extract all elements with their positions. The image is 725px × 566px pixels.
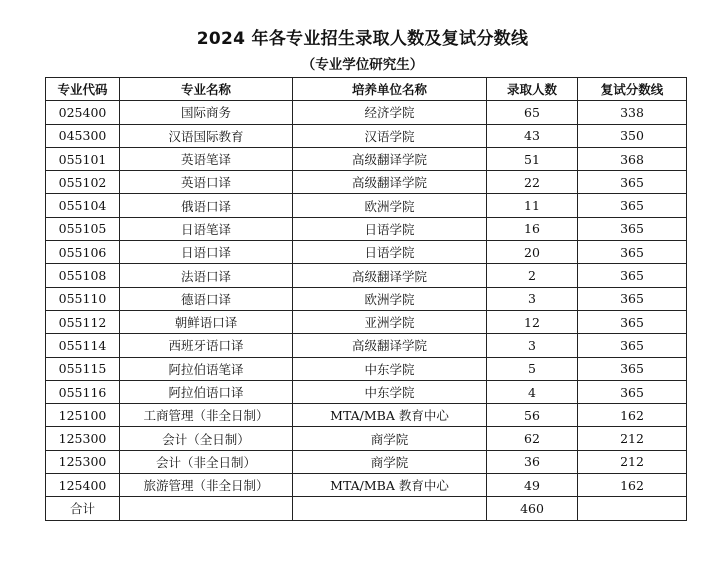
cell-retest-score-line: 350 — [578, 124, 687, 147]
cell-training-unit: 亚洲学院 — [293, 310, 487, 333]
cell-major-name: 英语笔译 — [120, 147, 293, 170]
cell-major-code: 055104 — [46, 194, 120, 217]
cell-major-code: 125400 — [46, 474, 120, 497]
cell-major-code: 055112 — [46, 310, 120, 333]
cell-retest-score-line: 338 — [578, 101, 687, 124]
cell-admitted-count: 51 — [487, 147, 578, 170]
header-admitted-count: 录取人数 — [487, 78, 578, 101]
cell-major-code: 055101 — [46, 147, 120, 170]
cell-admitted-count: 16 — [487, 217, 578, 240]
cell-training-unit: 欧洲学院 — [293, 194, 487, 217]
table-row — [46, 194, 687, 217]
cell-major-code: 125300 — [46, 427, 120, 450]
table-row — [46, 147, 687, 170]
cell-training-unit: 商学院 — [293, 427, 487, 450]
cell-major-name: 日语口译 — [120, 241, 293, 264]
cell-training-unit: 高级翻译学院 — [293, 171, 487, 194]
cell-major-code: 055115 — [46, 357, 120, 380]
cell-retest-score-line: 365 — [578, 310, 687, 333]
cell-retest-score-line: 365 — [578, 217, 687, 240]
cell-admitted-count: 20 — [487, 241, 578, 264]
cell-major-code: 125300 — [46, 450, 120, 473]
cell-training-unit: 高级翻译学院 — [293, 334, 487, 357]
table-row — [46, 474, 687, 497]
page-title: 2024 年各专业招生录取人数及复试分数线 — [196, 29, 529, 49]
total-empty-cell — [293, 497, 487, 520]
table-row — [46, 241, 687, 264]
cell-major-name: 英语口译 — [120, 171, 293, 194]
table-row — [46, 310, 687, 333]
cell-admitted-count: 56 — [487, 404, 578, 427]
cell-admitted-count: 49 — [487, 474, 578, 497]
table-row — [46, 171, 687, 194]
cell-training-unit: MTA/MBA 教育中心 — [293, 474, 487, 497]
cell-training-unit: 商学院 — [293, 450, 487, 473]
cell-training-unit: 日语学院 — [293, 217, 487, 240]
cell-major-code: 055105 — [46, 217, 120, 240]
cell-major-code: 055102 — [46, 171, 120, 194]
cell-major-name: 旅游管理（非全日制） — [120, 474, 293, 497]
cell-major-name: 汉语国际教育 — [120, 124, 293, 147]
table-row — [46, 357, 687, 380]
cell-admitted-count: 62 — [487, 427, 578, 450]
header-training-unit: 培养单位名称 — [293, 78, 487, 101]
header-major-code: 专业代码 — [46, 78, 120, 101]
cell-training-unit: 中东学院 — [293, 380, 487, 403]
table-total-row — [46, 497, 687, 520]
cell-admitted-count: 3 — [487, 334, 578, 357]
table-row — [46, 287, 687, 310]
cell-major-code: 055106 — [46, 241, 120, 264]
cell-major-name: 俄语口译 — [120, 194, 293, 217]
cell-admitted-count: 36 — [487, 450, 578, 473]
cell-major-name: 会计（非全日制） — [120, 450, 293, 473]
cell-retest-score-line: 162 — [578, 404, 687, 427]
cell-major-name: 国际商务 — [120, 101, 293, 124]
cell-major-name: 德语口译 — [120, 287, 293, 310]
cell-retest-score-line: 365 — [578, 334, 687, 357]
cell-retest-score-line: 212 — [578, 450, 687, 473]
cell-admitted-count: 43 — [487, 124, 578, 147]
page-subtitle: （专业学位研究生） — [301, 57, 424, 73]
cell-major-name: 阿拉伯语口译 — [120, 380, 293, 403]
table-row — [46, 217, 687, 240]
cell-training-unit: 高级翻译学院 — [293, 147, 487, 170]
cell-major-name: 工商管理（非全日制） — [120, 404, 293, 427]
cell-training-unit: 经济学院 — [293, 101, 487, 124]
total-admitted-count: 460 — [487, 497, 578, 520]
cell-retest-score-line: 365 — [578, 357, 687, 380]
total-empty-cell — [578, 497, 687, 520]
cell-retest-score-line: 365 — [578, 194, 687, 217]
cell-major-name: 阿拉伯语笔译 — [120, 357, 293, 380]
cell-retest-score-line: 368 — [578, 147, 687, 170]
total-empty-cell — [120, 497, 293, 520]
cell-admitted-count: 2 — [487, 264, 578, 287]
total-label: 合计 — [46, 497, 120, 520]
cell-major-code: 055108 — [46, 264, 120, 287]
cell-admitted-count: 3 — [487, 287, 578, 310]
cell-training-unit: 高级翻译学院 — [293, 264, 487, 287]
table-row — [46, 427, 687, 450]
cell-retest-score-line: 365 — [578, 171, 687, 194]
table-row — [46, 404, 687, 427]
cell-training-unit: 中东学院 — [293, 357, 487, 380]
cell-major-name: 会计（全日制） — [120, 427, 293, 450]
table-row — [46, 101, 687, 124]
cell-admitted-count: 11 — [487, 194, 578, 217]
admission-score-table — [45, 77, 687, 521]
header-major-name: 专业名称 — [120, 78, 293, 101]
table-row — [46, 380, 687, 403]
cell-admitted-count: 4 — [487, 380, 578, 403]
cell-major-code: 055114 — [46, 334, 120, 357]
cell-retest-score-line: 162 — [578, 474, 687, 497]
cell-major-code: 125100 — [46, 404, 120, 427]
cell-admitted-count: 65 — [487, 101, 578, 124]
cell-major-code: 055116 — [46, 380, 120, 403]
table-row — [46, 334, 687, 357]
cell-retest-score-line: 365 — [578, 264, 687, 287]
header-retest-score-line: 复试分数线 — [578, 78, 687, 101]
table-row — [46, 124, 687, 147]
cell-major-code: 045300 — [46, 124, 120, 147]
cell-admitted-count: 12 — [487, 310, 578, 333]
cell-major-code: 055110 — [46, 287, 120, 310]
cell-major-code: 025400 — [46, 101, 120, 124]
cell-admitted-count: 5 — [487, 357, 578, 380]
cell-major-name: 朝鲜语口译 — [120, 310, 293, 333]
cell-training-unit: 汉语学院 — [293, 124, 487, 147]
table-body — [46, 101, 687, 497]
cell-retest-score-line: 365 — [578, 287, 687, 310]
cell-major-name: 法语口译 — [120, 264, 293, 287]
cell-training-unit: MTA/MBA 教育中心 — [293, 404, 487, 427]
cell-admitted-count: 22 — [487, 171, 578, 194]
cell-retest-score-line: 365 — [578, 241, 687, 264]
cell-training-unit: 日语学院 — [293, 241, 487, 264]
cell-major-name: 日语笔译 — [120, 217, 293, 240]
cell-retest-score-line: 365 — [578, 380, 687, 403]
cell-training-unit: 欧洲学院 — [293, 287, 487, 310]
cell-major-name: 西班牙语口译 — [120, 334, 293, 357]
table-header-row — [46, 78, 687, 101]
table-row — [46, 264, 687, 287]
table-row — [46, 450, 687, 473]
cell-retest-score-line: 212 — [578, 427, 687, 450]
